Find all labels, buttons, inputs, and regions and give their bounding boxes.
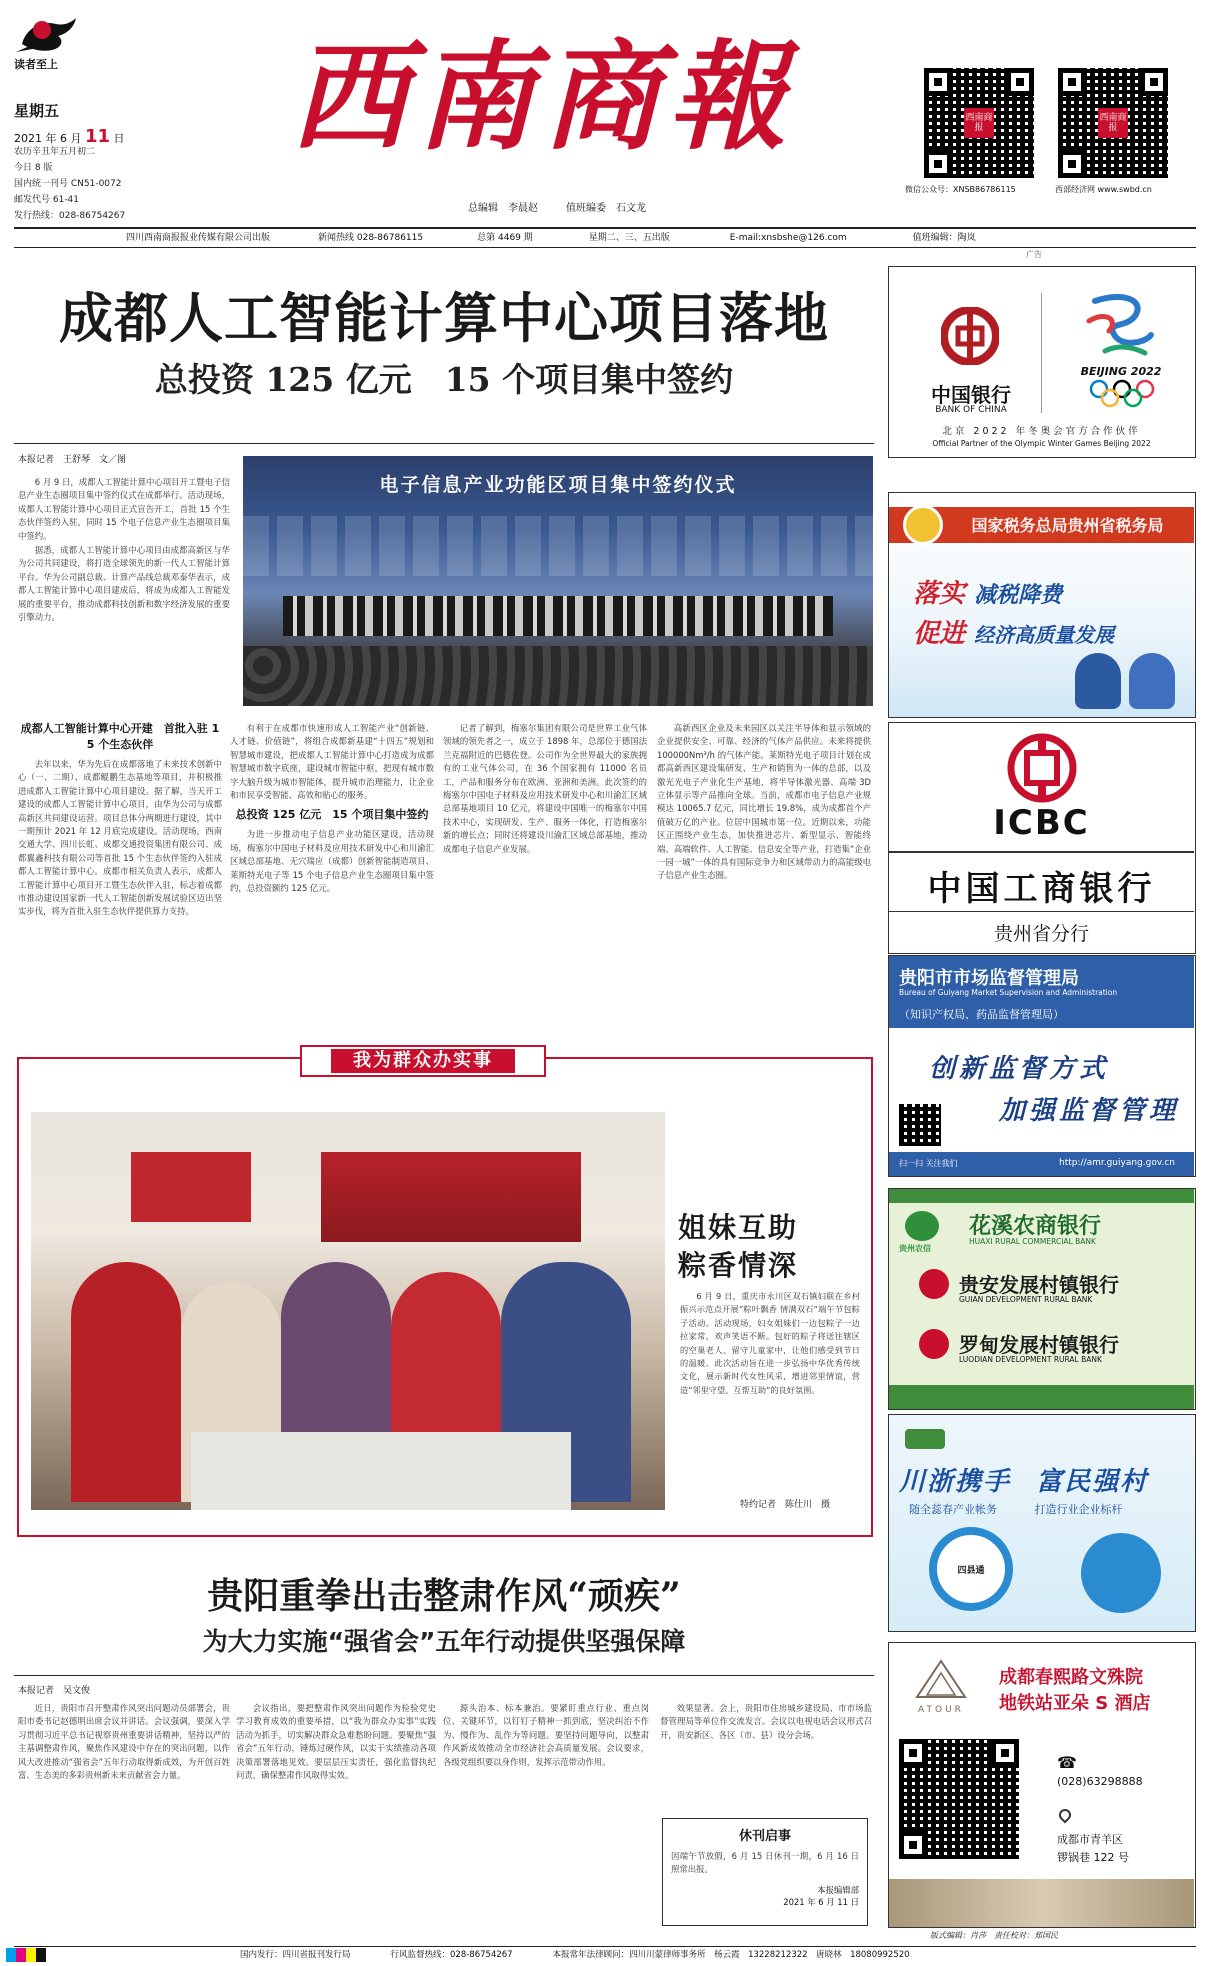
tax-line1b: 减税降费 bbox=[974, 583, 1063, 608]
zj-line2a: 随全蕊春产业帐务 bbox=[909, 1503, 997, 1516]
mkt-qr-code[interactable] bbox=[899, 1104, 941, 1146]
mkt-url[interactable]: http://amr.guiyang.gov.cn bbox=[1059, 1158, 1175, 1168]
lead-col2-text: 有利于在成都市快速形成人工智能产业“创新链、人才链、价值链”，将组合成都新基建“十四五”规划和智慧城市建设，把成都人工智能计算中心打造成为成都智慧城市数字底座，建设城市智能中枢，把现有城市数字大脑升级为城市智能体，提升城市治理能力，让企业和市民享受智能、高效和贴心的服务。 bbox=[230, 723, 434, 801]
footer-bar bbox=[60, 1949, 1196, 1962]
footer-distribution: 国内发行：四川省报刊发行局 bbox=[240, 1950, 351, 1960]
mkt-title: 贵阳市市场监督管理局 bbox=[899, 968, 1079, 989]
luodian-english: LUODIAN DEVELOPMENT RURAL BANK bbox=[959, 1355, 1102, 1364]
lead-byline: 本报记者 王舒琴 文／图 bbox=[18, 455, 127, 465]
ad-market-supervision[interactable] bbox=[888, 955, 1196, 1177]
publisher: 四川西南商报报业传媒有限公司出版 bbox=[126, 233, 271, 243]
guian-english: GUIAN DEVELOPMENT RURAL BANK bbox=[959, 1295, 1093, 1304]
lead-col2b-text: 为进一步推动电子信息产业功能区建设，活动现场，梅塞尔中国电子材料及应用技术研发中心和川渝汇区域总部基地、无穴瑞应（成都）创新智能制造项目、莱斯特光电子等 15 个电子信息产业生态圈项目集中签约，总投资额约 125 亿元。 bbox=[230, 829, 434, 894]
wechat-caption: 微信公众号：XNSB86786115 bbox=[905, 185, 1016, 194]
feature-headline-2: 粽香情深 bbox=[678, 1249, 799, 1282]
hotel-name-2: 地铁站亚朵 S 酒店 bbox=[999, 1693, 1151, 1714]
newspaper-title: 西南商報 bbox=[289, 27, 794, 166]
icbc-english: ICBC bbox=[993, 803, 1090, 843]
zj-badge-icon bbox=[1081, 1533, 1161, 1613]
boc-slogan-english: Official Partner of the Olympic Winter Games Beijing 2022 bbox=[932, 439, 1151, 448]
boc-logo-icon bbox=[941, 307, 999, 365]
website-qr-code[interactable] bbox=[1058, 68, 1168, 178]
second-headline: 贵阳重拳出击整肃作风“顽疾” bbox=[207, 1575, 681, 1617]
masthead bbox=[0, 0, 1210, 232]
footer-legal: 本报常年法律顾问：四川川蒙律师事务所 杨云霞 13228212322 唐晓林 18080992520 bbox=[552, 1950, 910, 1960]
mkt-sub: （知识产权局、药品监督管理局） bbox=[899, 1008, 1064, 1021]
tax-emblem-icon bbox=[903, 505, 943, 545]
ad-icbc[interactable] bbox=[888, 722, 1196, 954]
lead-intro-p1: 6 月 9 日，成都人工智能计算中心项目开工暨电子信息产业生态圈项目集中签约仪式在成都举行。活动现场，成都人工智能计算中心项目正式宣告开工，首批 15 个生态伙伴签约入驻，同时 15 个电子信息产业生态圈项目集中签约。 bbox=[18, 477, 230, 541]
duty-editor: 值班编委 石文龙 bbox=[566, 203, 646, 214]
lead-sub1: 成都人工智能计算中心开建 首批入驻 15 个生态伙伴 bbox=[20, 722, 220, 751]
icbc-logo-icon bbox=[1007, 733, 1077, 803]
tax-line1a: 落实 bbox=[913, 579, 966, 609]
ad-atour-hotel[interactable] bbox=[888, 1642, 1196, 1928]
issue-date bbox=[14, 126, 125, 147]
ad-bank-of-china[interactable] bbox=[888, 266, 1196, 458]
huaxi-english: HUAXI RURAL COMMERCIAL BANK bbox=[969, 1237, 1096, 1246]
huaxi-logo-icon bbox=[905, 1211, 939, 1241]
atour-mark-icon bbox=[911, 1659, 971, 1699]
schedule: 星期二、三、五出版 bbox=[588, 233, 670, 243]
zj-line1a: 川浙携手 bbox=[899, 1467, 1012, 1497]
tax-line2 bbox=[913, 613, 1114, 650]
atour-logo-icon bbox=[911, 1659, 971, 1703]
lead-intro-p2: 据悉，成都人工智能计算中心项目由成都高新区与华为公司共同建设，将打造全球领先的新一代人工智能计算平台。华为公司副总裁、计算产品线总裁邓泰华表示，成都人工智能计算中心项目建成后，将成为成都人工智能发展的重要平台，推动成都科技创新和数字经济发展的重要引擎动力。 bbox=[18, 545, 230, 623]
second-subheadline: 为大力实施“强省会”五年行动提供坚强保障 bbox=[202, 1627, 686, 1656]
notice-title: 休刊启事 bbox=[738, 1829, 791, 1844]
boc-name: 中国银行 bbox=[931, 383, 1011, 407]
second-byline: 本报记者 吴文俊 bbox=[18, 1686, 91, 1696]
hotel-address-1: 成都市青羊区 bbox=[1057, 1833, 1123, 1846]
zj-line2b: 打造行业企业标杆 bbox=[1034, 1503, 1123, 1516]
lead-sub2: 总投资 125 亿元 15 个项目集中签约 bbox=[235, 808, 429, 822]
zj-line1 bbox=[899, 1461, 1148, 1498]
date-day: 11 bbox=[84, 126, 111, 147]
atour-brand: ATOUR bbox=[918, 1705, 964, 1715]
tax-line1 bbox=[913, 573, 1062, 610]
duty-editor-bar: 值班编辑：陶岚 bbox=[912, 233, 976, 243]
notice-date: 2021 年 6 月 11 日 bbox=[783, 1897, 859, 1907]
location-icon bbox=[1057, 1807, 1074, 1824]
feature-body: 6 月 9 日，重庆市永川区双石镇妇联在乡村振兴示范点开展“粽叶飘香 情满双石”端午节包粽子活动。活动现场，妇女姐妹们一边包粽子一边拉家常，欢声笑语不断。包好的粽子将送往辖区的空巢老人、留守儿童家中，让他们感受到节日的温暖。此次活动旨在进一步弘扬中华优秀传统文化，展示新时代女性风采，增进邻里情谊，营造“邻里守望、互帮互助”的良好氛围。 bbox=[680, 1291, 860, 1395]
feature-credit: 特约记者 陈仕川 摄 bbox=[740, 1500, 831, 1510]
lead-intro bbox=[18, 476, 230, 712]
hotel-qr-code[interactable] bbox=[899, 1739, 1019, 1859]
signing-ceremony-photo bbox=[243, 456, 873, 706]
feature-section-title-text: 我为群众办实事 bbox=[331, 1049, 515, 1073]
feature-headline-1: 姐妹互助 bbox=[678, 1211, 799, 1244]
mkt-line2: 加强监督管理 bbox=[999, 1096, 1180, 1126]
feature-text bbox=[680, 1290, 860, 1488]
info-bar bbox=[14, 230, 1196, 246]
qr-logo: 西南商报 bbox=[964, 108, 994, 138]
ad-zhejiang-sichuan[interactable] bbox=[888, 1414, 1196, 1632]
lead-col-3 bbox=[443, 722, 647, 1016]
lead-headline: 成都人工智能计算中心项目落地 bbox=[59, 287, 829, 350]
ad-tax-bureau[interactable] bbox=[888, 492, 1196, 718]
qr-logo: 西南商报 bbox=[1098, 108, 1128, 138]
tax-line2a: 促进 bbox=[913, 619, 966, 649]
dumpling-making-photo bbox=[31, 1112, 665, 1510]
huaxi-tag: 贵州农信 bbox=[899, 1244, 931, 1253]
tax-mascot-icon bbox=[1129, 653, 1175, 709]
lead-col-1 bbox=[18, 716, 222, 1016]
hotel-address-2: 锣锅巷 122 号 bbox=[1057, 1851, 1129, 1864]
zj-center-label: 四县通 bbox=[957, 1565, 985, 1576]
color-bar bbox=[6, 1948, 46, 1962]
second-col-4 bbox=[660, 1702, 872, 1812]
guian-name: 贵安发展村镇银行 bbox=[959, 1273, 1119, 1297]
olympic-rings-icon bbox=[1087, 379, 1157, 409]
notice-text: 因端午节放假，6 月 15 日休刊一期，6 月 16 日照常出报。 bbox=[671, 1851, 859, 1875]
second-col-3 bbox=[443, 1702, 649, 1930]
second-col1-text: 近日，贵阳市召开整肃作风突出问题动员部署会，贵阳市委书记赵德明出席会议并讲话。会议强调，要深入学习贯彻习近平总书记视察贵州重要讲话精神，坚持以严的主基调整肃作风，聚焦作风建设中存在的突出问题，以作风大改进推动“强省会”五年行动取得新成效，为开创百姓富、生态美的多彩贵州新未来贡献省会力量。 bbox=[18, 1703, 230, 1781]
boc-english: BANK OF CHINA bbox=[935, 405, 1007, 415]
boc-olympic-text: BEIJING 2022 bbox=[1080, 365, 1162, 378]
second-col-2 bbox=[236, 1702, 436, 1930]
layout-credit: 版式编辑：肖莎 责任校对：郑国民 bbox=[930, 1931, 1058, 1940]
phone-icon: ☎ bbox=[1057, 1753, 1077, 1772]
second-col3-text: 源头治本、标本兼治。要紧盯重点行业、重点岗位、关键环节，以钉钉子精神一抓到底，坚决纠治不作为、慢作为、乱作为等问题。要坚持问题导向，以整肃作风新成效推动全市经济社会高质量发展。会议要求，各级党组织要以身作则，发挥示范带动作用。 bbox=[443, 1703, 649, 1767]
footer-supervision: 行风监督热线：028-86754267 bbox=[390, 1950, 513, 1960]
mkt-line1: 创新监督方式 bbox=[929, 1054, 1110, 1084]
beijing-2022-emblem-icon bbox=[1075, 291, 1165, 361]
website-caption: 西部经济网 www.swbd.cn bbox=[1055, 185, 1152, 194]
lead-subheadline: 总投资 125 亿元 15 个项目集中签约 bbox=[154, 360, 734, 399]
photo-banner: 电子信息产业功能区项目集中签约仪式 bbox=[379, 474, 737, 496]
hotel-name-1: 成都春熙路文殊院 bbox=[999, 1667, 1143, 1688]
mkt-scan: 扫一扫 关注我们 bbox=[899, 1159, 958, 1168]
tax-line2b: 经济高质量发展 bbox=[974, 623, 1115, 647]
suspension-notice bbox=[662, 1818, 868, 1926]
chief-editor: 总编辑 李晨赵 bbox=[468, 203, 538, 214]
mkt-english: Bureau of Guiyang Market Supervision and Administration bbox=[899, 988, 1118, 997]
tax-title: 国家税务总局贵州省税务局 bbox=[971, 516, 1164, 535]
wechat-qr-code[interactable] bbox=[924, 68, 1034, 178]
ad-label: 广告 bbox=[1026, 250, 1042, 259]
second-col4-text: 效果显著。会上，贵阳市住房城乡建设局、市市场监督管理局等单位作交流发言。会议以电视电话会议形式召开，贵安新区、各区（市、县）设分会场。 bbox=[660, 1703, 872, 1740]
issue-number: 总第 4469 期 bbox=[477, 233, 533, 243]
lead-col-4 bbox=[657, 722, 871, 1016]
luodian-name: 罗甸发展村镇银行 bbox=[959, 1333, 1119, 1357]
feature-section-title bbox=[300, 1045, 546, 1077]
guian-logo-icon bbox=[919, 1269, 949, 1299]
zj-circle-diagram bbox=[929, 1527, 1013, 1611]
page-count: 今日 8 版 bbox=[14, 163, 53, 173]
cn-number: 国内统一刊号 CN51-0072 bbox=[14, 179, 122, 189]
hotel-phone[interactable]: (028)63298888 bbox=[1057, 1775, 1143, 1788]
post-code: 邮发代号 61-41 bbox=[14, 195, 80, 205]
newspaper-logo-icon bbox=[12, 14, 82, 58]
lunar-date: 农历辛丑年五月初二 bbox=[14, 147, 96, 157]
date-suffix: 日 bbox=[113, 132, 125, 145]
icbc-branch: 贵州省分行 bbox=[993, 923, 1089, 945]
lead-col-2 bbox=[230, 722, 434, 1016]
lead-col3-text: 记者了解到，梅塞尔集团有限公司是世界工业气体领域的领先者之一，成立于 1898 年，总部位于德国法兰克福附近的巴德佐登。公司作为全世界最大的家族拥有的工业气体公司，在 36 个国家拥有 11000 名员工，产品和服务分布在欧洲、亚洲和美洲。此次签约的梅塞尔中国电子材料及应用技术研发中心和川渝汇区域总部基地项目 10 亿元，将建设中国唯一的梅塞尔中国技术中心，实现研发、生产、服务一体化，打造梅塞尔新的增长点；同时还将建设川渝汇区域总部基地，推动成都电子信息产业发展。 bbox=[443, 723, 647, 854]
huaxi-name: 花溪农商银行 bbox=[969, 1214, 1102, 1239]
zj-line1b: 富民强村 bbox=[1036, 1467, 1149, 1497]
tax-mascot-icon bbox=[1075, 653, 1121, 709]
second-col2-text: 会议指出，要把整肃作风突出问题作为检验党史学习教育成效的重要举措，以“我为群众办实事”实践活动为抓手，切实解决群众急难愁盼问题。要聚焦“强省会”五年行动，锤炼过硬作风，以实干实绩推动各项决策部署落地见效。要层层压实责任，强化监督执纪问责，确保整肃作风取得实效。 bbox=[236, 1703, 436, 1781]
notice-from: 本报编辑部 bbox=[817, 1885, 859, 1895]
lead-col1-text: 去年以来，华为先后在成都落地了未来技术创新中心（一、二期）、成都鲲鹏生态基地等项目，并积极推进成都人工智能计算中心项目建设。据了解，当天开工建设的成都人工智能计算中心项目，由华为公司与成都高新区共同建设运营。项目总体分两期进行建设，其中一期预计 2021 年 12 月底完成建设。活动现场，西南交通大学、四川长虹、成都交通投资集团有限公司、成都翼鑫科技有限公司等首批 15 个生态伙伴签约入驻成都人工智能计算中心。成都市相关负责人表示，成都人工智能计算中心项目开工暨生态伙伴入驻，标志着成都市推动建设国家新一代人工智能创新发展试验区迈出坚实步伐，将为首批入驻生态伙伴提供算力支持。 bbox=[18, 759, 222, 917]
luodian-logo-icon bbox=[919, 1329, 949, 1359]
hotline: 发行热线：028-86754267 bbox=[14, 211, 126, 221]
boc-slogan: 北京 2022 年冬奥会官方合作伙伴 bbox=[942, 426, 1141, 437]
weekday: 星期五 bbox=[14, 102, 60, 120]
date-prefix: 2021 年 6 月 bbox=[14, 132, 82, 145]
zj-line2 bbox=[909, 1501, 1123, 1517]
zj-logo-icon bbox=[905, 1429, 945, 1449]
logo-slogan: 读者至上 bbox=[14, 58, 58, 71]
news-hotline: 新闻热线 028-86786115 bbox=[318, 233, 424, 243]
lead-col4-text: 高新西区企业及未来园区以关注半导体和显示领域的企业提供安全、可靠、经济的气体产品供应。未来将提供 100000Nm³/h 的气体产能。莱斯特光电子项目计划在成都高新西区建设集研发、生产和销售为一体的总部，以及激光光电子产业化生产基地，将半导体激光器、高端 3D 立体显示等产品推向全球。当前，成都市电子信息产业规模达 10065.7 亿元，同比增长 19.8%，成为成都首个产值破万亿的产业。位居中国城市第一位。近期以来，功能区正围绕产业生态，加快推进芯片、新型显示、智能终端、高端软件、人工智能、信息安全等产业，打造集“企业一园一城”一体的具有国际竞争力和区域带动力的高能级电子信息产业生态圈。 bbox=[657, 723, 871, 881]
ad-rural-banks[interactable] bbox=[888, 1188, 1196, 1410]
icbc-name: 中国工商银行 bbox=[927, 869, 1156, 909]
second-col-1 bbox=[18, 1702, 230, 1930]
email: E-mail:xnsbshe@126.com bbox=[729, 233, 847, 243]
